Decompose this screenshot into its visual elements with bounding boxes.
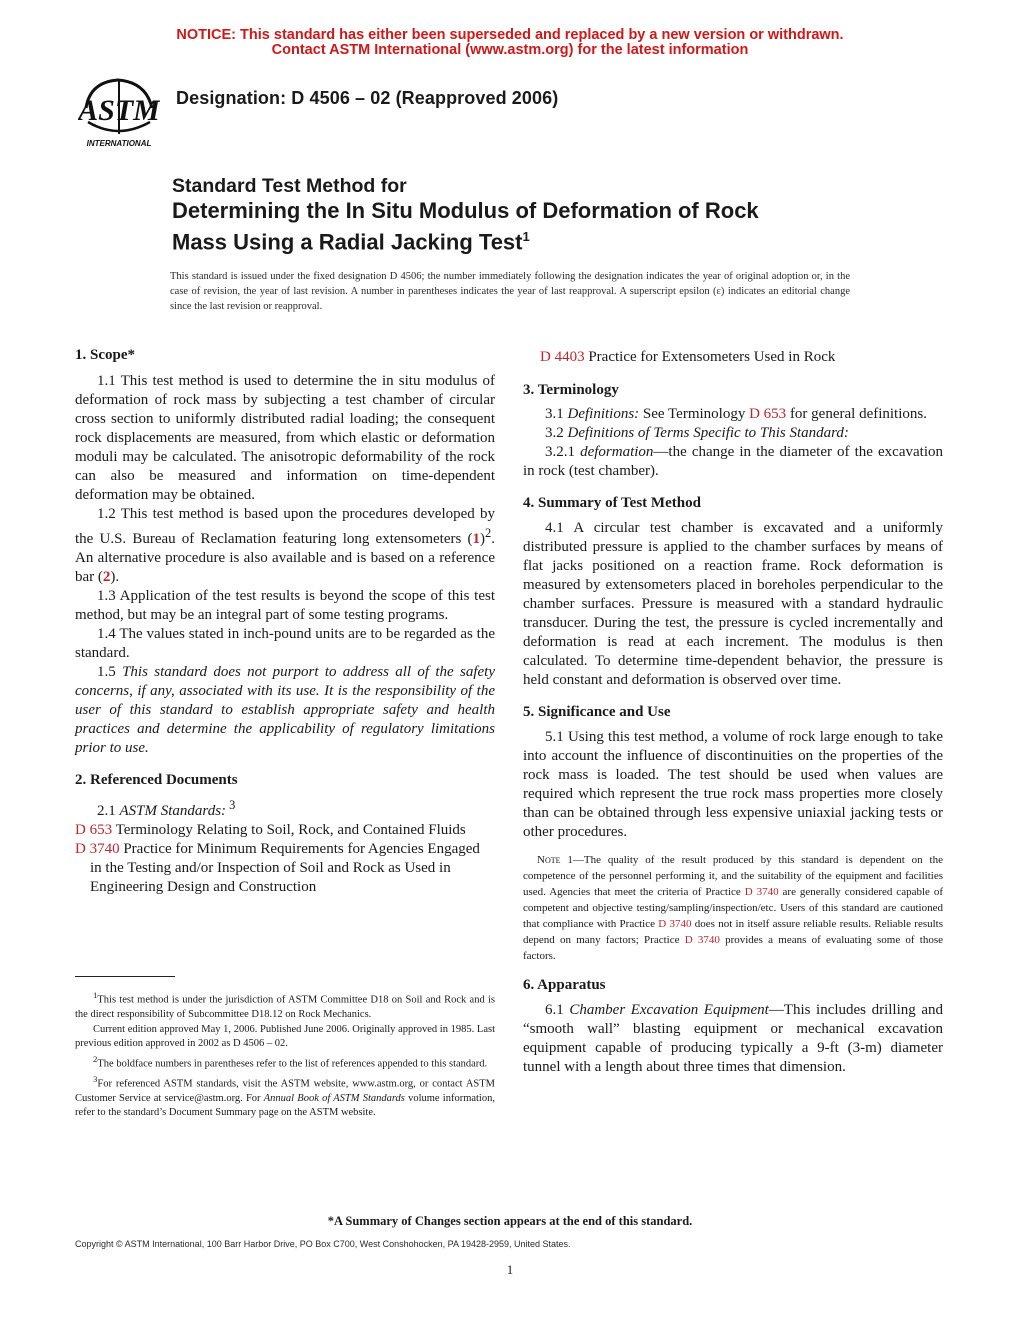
title-line-1: Standard Test Method for: [172, 175, 407, 197]
footnotes: [75, 988, 495, 1121]
section-2-1: 2.1 ASTM Standards: $^3$: [97, 798, 236, 819]
d653-link[interactable]: D 653: [75, 822, 113, 838]
section-1-5: 1.5 This standard does not purport to address all of the safety concerns, if any, associated with its use. It is the responsibility of the user of this standard to establish appropriate safety and health practices and determine the applicability of regulatory limitations prior to use.: [75, 664, 496, 756]
copyright: Copyright © ASTM International, 100 Barr Harbor Drive, PO Box C700, West Conshohocken, PA 19428-2959, United States.: [75, 1239, 571, 1249]
section-1-1: 1.1 This test method is used to determine the in situ modulus of deformation of rock mass by subjecting a test chamber of circular cross section to uniformly distributed radial loading; the consequent rock displacements are measured, from which elastic or deformation moduli may be calculated. The anisotropic deformability of the rock can also be measured and information on time-dependent deformation may be obtained.: [75, 373, 495, 503]
section-1-2: 1.2 This test method is based upon the procedures developed by the U.S. Bureau of Reclamation featuring long extensometers $(1)^2$. An alternative procedure is also available and is based on a reference bar (2).: [75, 506, 495, 585]
reference-d3740: D 3740 Practice for Minimum Requirements for Agencies Engaged in the Testing and/or Inspection of Soil and Rock as Used in Engineering Design and Construction: [75, 841, 480, 895]
summary-of-changes-notice: *A Summary of Changes section appears at the end of this standard.: [327, 1214, 693, 1228]
reference-d653: D 653 Terminology Relating to Soil, Rock, and Contained Fluids: [75, 822, 466, 838]
section-5-1: 5.1 Using this test method, a volume of rock large enough to take into account the influence of discontinuities on the properties of the rock mass is loaded. The test should be used when values are required which represent the true rock mass properties more closely than can be obtained through less expensive uniaxial jacking tests or other procedures.: [523, 729, 943, 840]
title-footnote-mark: 1: [522, 229, 530, 244]
significance-heading: 5. Significance and Use: [523, 704, 671, 720]
title-line-3: Mass Using a Radial Jacking Test: [172, 229, 523, 255]
reference-d4403: D 4403 Practice for Extensometers Used in Rock: [540, 349, 836, 365]
issuance-statement: This standard is issued under the fixed designation D 4506; the number immediately following the designation indicates the year of original adoption or, in the case of revision, the year of last revision. A number in parentheses indicates the year of last reapproval. A superscript epsilon (ε) indicates an editorial change since the last revision or reapproval.: [170, 271, 850, 312]
title-line-2: Determining the In Situ Modulus of Deformation of Rock: [172, 198, 759, 223]
left-column: [75, 346, 495, 897]
summary-heading: 4. Summary of Test Method: [523, 495, 701, 511]
footnote-2: $^2$The boldface numbers in parentheses refer to the list of references appended to this standard.: [93, 1053, 488, 1069]
section-3-1: 3.1 Definitions: See Terminology D 653 for general definitions.: [545, 406, 927, 422]
d3740-link[interactable]: D 3740: [75, 841, 120, 857]
designation: Designation: D 4506 – 02 (Reapproved 2006): [176, 88, 559, 108]
footnote-3: $^3$For referenced ASTM standards, visit the ASTM website, www.astm.org, or contact ASTM Customer Service at service@astm.org. For Annual Book of ASTM Standards volume information, refer to the standard’s Document Summary page on the ASTM website.: [75, 1073, 495, 1118]
footnote-divider: [75, 976, 175, 977]
section-3-2-1: 3.2.1 deformation—the change in the diameter of the excavation in rock (test chamber).: [523, 444, 943, 479]
svg-text:INTERNATIONAL: INTERNATIONAL: [86, 139, 152, 148]
footnote-1-edition: Current edition approved May 1, 2006. Published June 2006. Originally approved in 1985. Last previous edition approved in 2002 as D 4506 – 02.: [75, 1023, 495, 1049]
section-1-3: 1.3 Application of the test results is beyond the scope of this test method, but may be an integral part of some testing programs.: [75, 588, 495, 623]
reference-link-2[interactable]: 2: [102, 569, 111, 585]
withdrawal-notice-line-1: NOTICE: This standard has either been superseded and replaced by a new version or withdrawn.: [176, 27, 844, 43]
d3740-note-link-2[interactable]: D 3740: [658, 918, 692, 930]
scope-heading: 1. Scope*: [75, 347, 135, 363]
section-1-4: 1.4 The values stated in inch-pound units are to be regarded as the standard.: [75, 626, 495, 661]
reference-link-1[interactable]: 1: [472, 531, 480, 547]
right-column: [523, 348, 943, 1077]
d653-link-terminology[interactable]: D 653: [749, 406, 787, 422]
astm-logo: [78, 76, 160, 150]
d3740-note-link-3[interactable]: D 3740: [684, 934, 720, 946]
document-title: [172, 198, 872, 255]
footnote-1: $^1$This test method is under the jurisdiction of ASTM Committee D18 on Soil and Rock and is the direct responsibility of Subcommittee D18.12 on Rock Mechanics.: [75, 990, 495, 1020]
page-number: 1: [506, 1263, 514, 1277]
d4403-link[interactable]: D 4403: [540, 349, 585, 365]
terminology-heading: 3. Terminology: [523, 382, 619, 398]
section-6-1: 6.1 Chamber Excavation Equipment—This includes drilling and “smooth wall” blasting equipment or mechanical excavation equipment capable of producing typically a 9-ft (3-m) diameter tunnel with a length about three times that dimension.: [523, 1002, 943, 1075]
withdrawal-notice-line-2: Contact ASTM International (www.astm.org) for the latest information: [271, 42, 749, 58]
d3740-note-link-1[interactable]: D 3740: [744, 886, 779, 898]
referenced-documents-heading: 2. Referenced Documents: [75, 772, 238, 788]
section-4-1: 4.1 A circular test chamber is excavated and a uniformly distributed pressure is applied to the chamber surfaces by means of flat jacks positioned on a reaction frame. Rock deformation is measured by extensometers placed in boreholes perpendicular to the chamber surfaces. Pressure is measured with a standard hydraulic transducer. During the test, the pressure is cycled incrementally and deformation is read at each increment. The modulus is then calculated. To determine time-dependent behavior, the pressure is held constant and deformation is observed over time.: [523, 520, 943, 688]
section-3-2: 3.2 Definitions of Terms Specific to This Standard:: [545, 425, 849, 441]
note-1: Note 1—The quality of the result produced by this standard is dependent on the competence of the personnel performing it, and the suitability of the equipment and facilities used. Agencies that meet the criteria of Practice D 3740 are generally considered capable of competent and objective testing/sampling/inspection/etc. Users of this standard are cautioned that compliance with Practice D 3740 does not in itself assure reliable results. Reliable results depend on many factors; Practice D 3740 provides a means of evaluating some of those factors.: [523, 854, 944, 962]
apparatus-heading: 6. Apparatus: [523, 977, 606, 993]
svg-text:ASTM: ASTM: [78, 94, 160, 127]
